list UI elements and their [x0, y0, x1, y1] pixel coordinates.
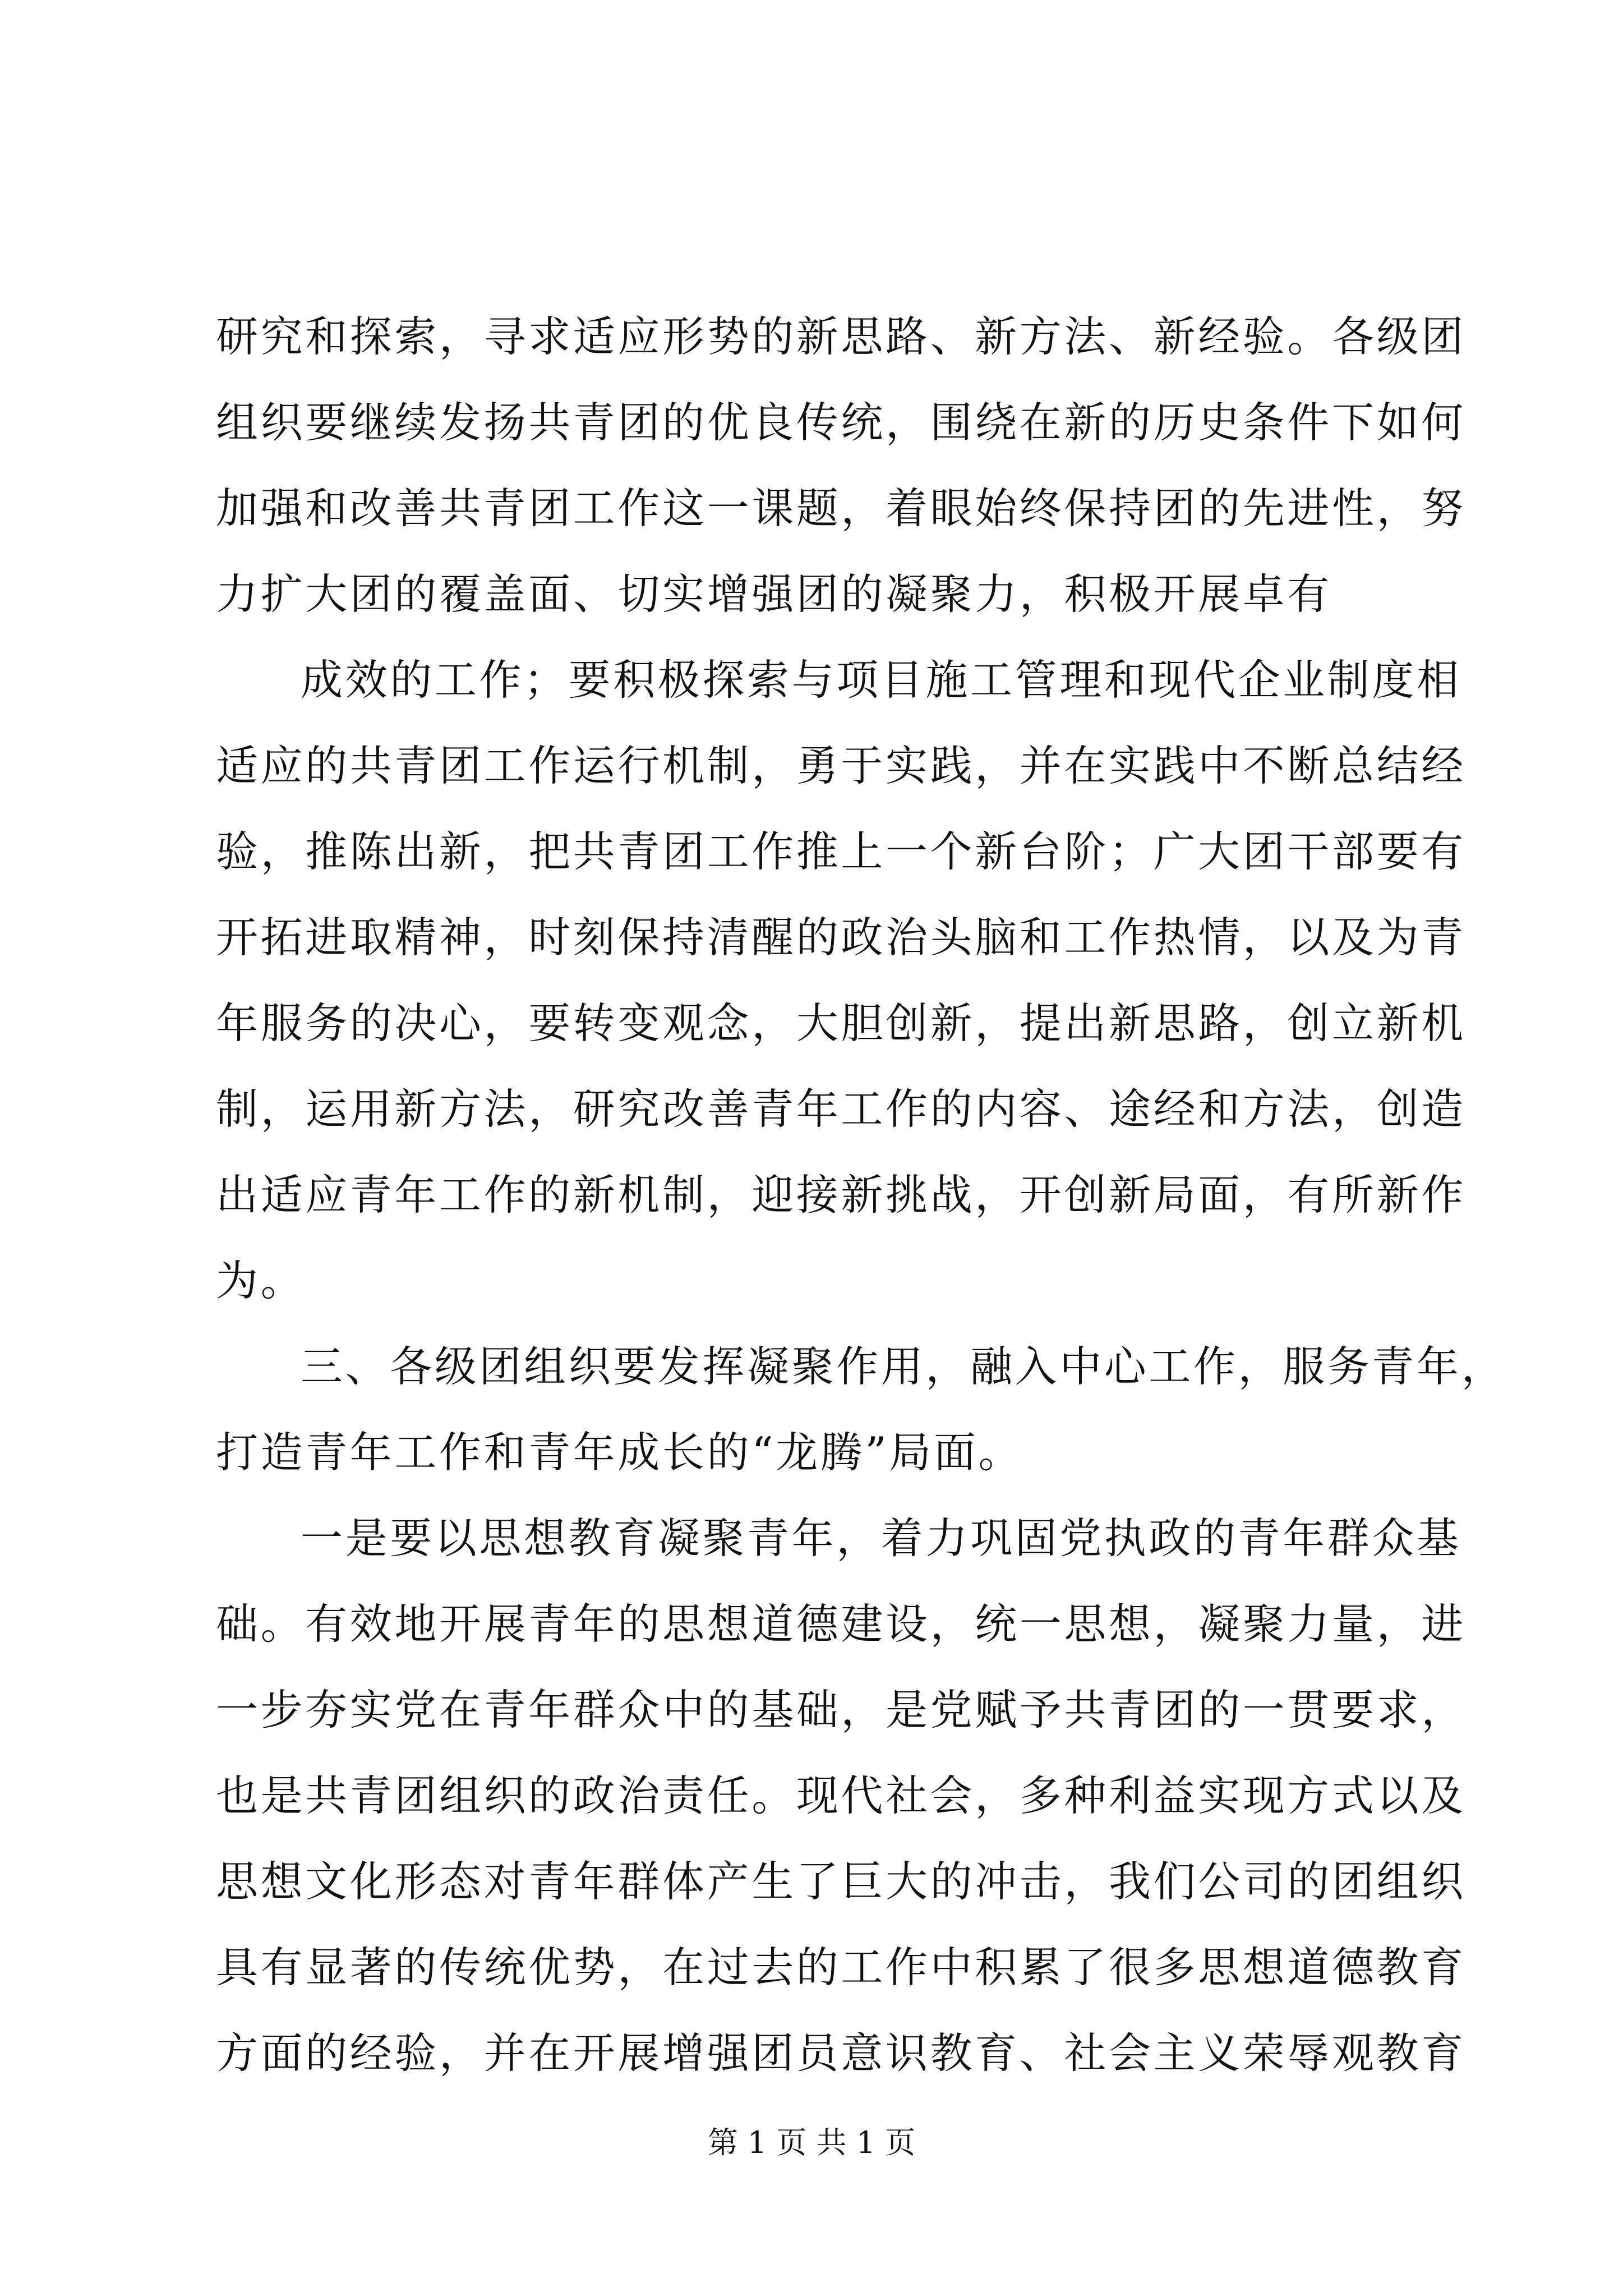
text-line: 研究和探索，寻求适应形势的新思路、新方法、新经验。各级团	[216, 312, 1466, 361]
text-line: 验，推陈出新，把共青团工作推上一个新台阶；广大团干部要有	[216, 827, 1466, 876]
text-line: 础。有效地开展青年的思想道德建设，统一思想，凝聚力量，进	[216, 1599, 1466, 1649]
text-line: 一步夯实党在青年群众中的基础，是党赋予共青团的一贯要求，	[216, 1685, 1466, 1734]
text-line: 三、各级团组织要发挥凝聚作用，融入中心工作，服务青年，	[301, 1342, 1506, 1391]
text-line: 为。	[216, 1256, 306, 1305]
text-line: 方面的经验，并在开展增强团员意识教育、社会主义荣辱观教育	[216, 2028, 1466, 2078]
text-line: 开拓进取精神，时刻保持清醒的政治头脑和工作热情，以及为青	[216, 913, 1466, 962]
text-line: 适应的共青团工作运行机制，勇于实践，并在实践中不断总结经	[216, 741, 1466, 790]
text-line: 制，运用新方法，研究改善青年工作的内容、途经和方法，创造	[216, 1084, 1466, 1134]
text-line: 成效的工作；要积极探索与项目施工管理和现代企业制度相	[301, 655, 1461, 705]
text-line: 组织要继续发扬共青团的优良传统，围绕在新的历史条件下如何	[216, 398, 1466, 447]
text-line: 打造青年工作和青年成长的“龙腾”局面。	[216, 1428, 1023, 1477]
text-line: 具有显著的传统优势，在过去的工作中积累了很多思想道德教育	[216, 1943, 1466, 1992]
page-footer: 第 1 页 共 1 页	[707, 2125, 916, 2160]
text-line: 年服务的决心，要转变观念，大胆创新，提出新思路，创立新机	[216, 999, 1466, 1048]
text-line: 思想文化形态对青年群体产生了巨大的冲击，我们公司的团组织	[216, 1857, 1466, 1906]
text-line: 出适应青年工作的新机制，迎接新挑战，开创新局面，有所新作	[216, 1170, 1466, 1220]
text-line: 一是要以思想教育凝聚青年，着力巩固党执政的青年群众基	[301, 1513, 1461, 1563]
text-line: 力扩大团的覆盖面、切实增强团的凝聚力，积极开展卓有	[216, 569, 1332, 619]
text-line: 也是共青团组织的政治责任。现代社会，多种利益实现方式以及	[216, 1771, 1466, 1820]
text-line: 加强和改善共青团工作这一课题，着眼始终保持团的先进性，努	[216, 484, 1466, 533]
